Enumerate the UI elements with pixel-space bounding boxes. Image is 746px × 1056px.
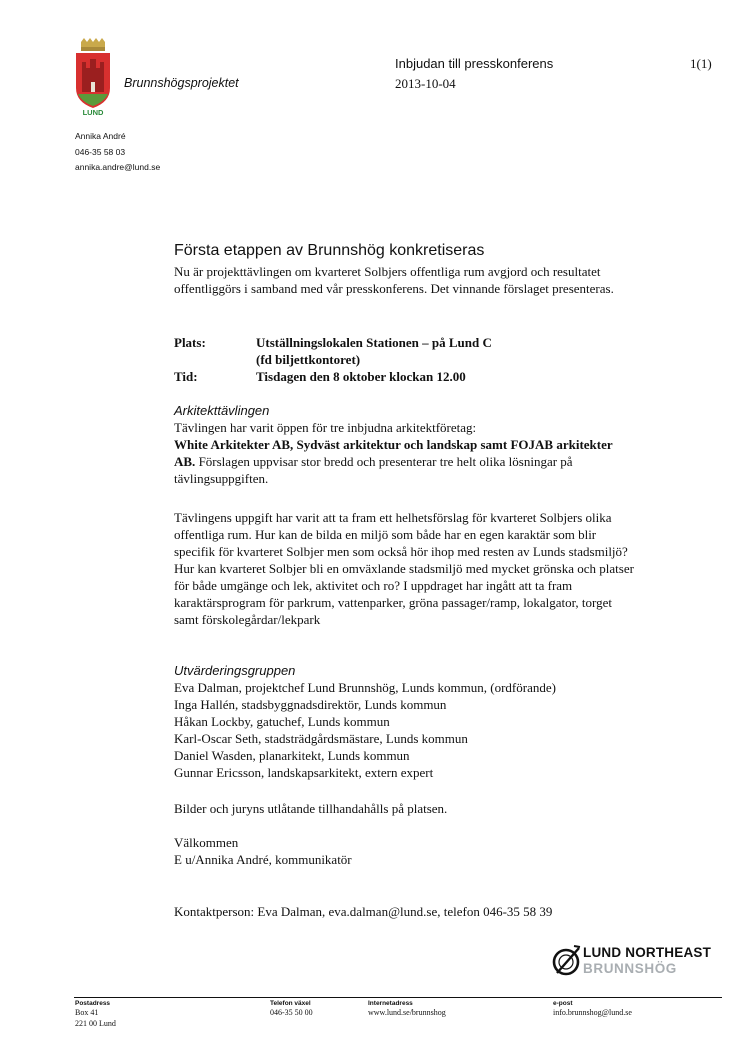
section-architect-competition — [174, 402, 634, 487]
footer-email — [553, 1000, 632, 1018]
closing — [174, 834, 634, 868]
footer-link[interactable]: www.lund.se/brunnshog — [368, 1008, 446, 1017]
sender-name: Annika André — [75, 131, 126, 141]
project-name: Brunnshögsprojektet — [124, 76, 239, 90]
section-evaluation-group — [174, 662, 634, 781]
footer-value: 046-35 50 00 — [270, 1008, 313, 1017]
footer-phone — [270, 1000, 313, 1018]
intro-paragraph: Nu är projekttävlingen om kvarteret Solbjers offentliga rum avgjord och resultatet offentliggörs i samband med vår presskonferens. Det vinnande förslaget presenteras. — [174, 264, 614, 296]
contact-line: Kontaktperson: Eva Dalman, eva.dalman@lund.se, telefon 046-35 58 39 — [174, 904, 553, 919]
footer-label: Internetadress — [368, 1000, 413, 1007]
brand-line-1: LUND NORTHEAST — [583, 945, 712, 960]
main-heading: Första etappen av Brunnshög konkretiseras — [174, 242, 485, 259]
svg-text:LUND: LUND — [82, 108, 104, 116]
task-paragraph: Tävlingens uppgift har varit att ta fram ett helhetsförslag för kvarteret Solbjers olika offentliga rum. Hur kan de bilda en miljö som både har en egen karaktär som blir specifik för kvarteret Solbjer men som också hör ihop med resten av Lunds stadsmiljö? Hur kan kvarteret Solbjer bli en omväxlande stadsmiljö med mycket grönska och platser för både umgänge och lek, aktivitet och ro? I uppdraget har ingått att ta fram karaktärsprogram för parkrum, vattenparker, gröna passager/ramp, lokalgator, torget samt förskolegårdar/lekpark — [174, 510, 634, 627]
footer-divider — [74, 997, 722, 998]
time-label: Tid: — [174, 369, 198, 384]
member-item: Inga Hallén, stadsbyggnadsdirektör, Lunds kommun — [174, 697, 447, 712]
brand-line-2: BRUNNSHÖG — [583, 961, 677, 976]
materials-paragraph: Bilder och juryns utlåtande tillhandahålls på platsen. — [174, 801, 448, 816]
section-body — [174, 436, 634, 487]
lund-coat-of-arms-logo — [72, 38, 114, 116]
sender-email[interactable]: annika.andre@lund.se — [75, 162, 161, 172]
footer-postal-address — [75, 1000, 116, 1029]
place-value-note: (fd biljettkontoret) — [256, 352, 361, 367]
footer-label: Postadress — [75, 1000, 111, 1007]
footer-value: 221 00 Lund — [75, 1019, 116, 1028]
sender-block — [75, 129, 160, 176]
welcome-text: Välkommen — [174, 835, 239, 850]
competitors-list: White Arkitekter AB, Sydväst arkitektur och landskap samt FOJAB arkitekter AB. — [174, 437, 613, 469]
sender-phone: 046-35 58 03 — [75, 146, 126, 157]
document-date: 2013-10-04 — [395, 76, 456, 91]
member-item: Karl-Oscar Seth, stadsträdgårdsmästare, Lunds kommun — [174, 731, 468, 746]
time-value: Tisdagen den 8 oktober klockan 12.00 — [256, 369, 466, 384]
footer-label: e-post — [553, 1000, 573, 1007]
section-rest: Förslagen uppvisar stor bredd och presenterar tre helt olika lösningar på tävlingsuppgiften. — [174, 454, 573, 486]
section-title: Arkitekttävlingen — [174, 403, 270, 418]
document-title: Inbjudan till presskonferens — [395, 56, 554, 71]
section-title: Utvärderingsgruppen — [174, 663, 296, 678]
footer-link[interactable]: info.brunnshog@lund.se — [553, 1008, 632, 1017]
member-item: Daniel Wasden, planarkitekt, Lunds kommun — [174, 748, 410, 763]
footer-web — [368, 1000, 446, 1018]
place-value: Utställningslokalen Stationen – på Lund C — [256, 335, 492, 350]
signoff-text: E u/Annika André, kommunikatör — [174, 852, 352, 867]
footer-value: Box 41 — [75, 1008, 99, 1017]
member-item: Eva Dalman, projektchef Lund Brunnshög, Lunds kommun, (ordförande) — [174, 680, 556, 695]
section-line: Tävlingen har varit öppen för tre inbjudna arkitektföretag: — [174, 420, 477, 435]
member-item: Håkan Lockby, gatuchef, Lunds kommun — [174, 714, 390, 729]
member-item: Gunnar Ericsson, landskapsarkitekt, extern expert — [174, 765, 434, 780]
footer-label: Telefon växel — [270, 1000, 311, 1007]
page-number: 1(1) — [690, 56, 712, 71]
place-label: Plats: — [174, 335, 206, 350]
event-details — [174, 334, 492, 385]
